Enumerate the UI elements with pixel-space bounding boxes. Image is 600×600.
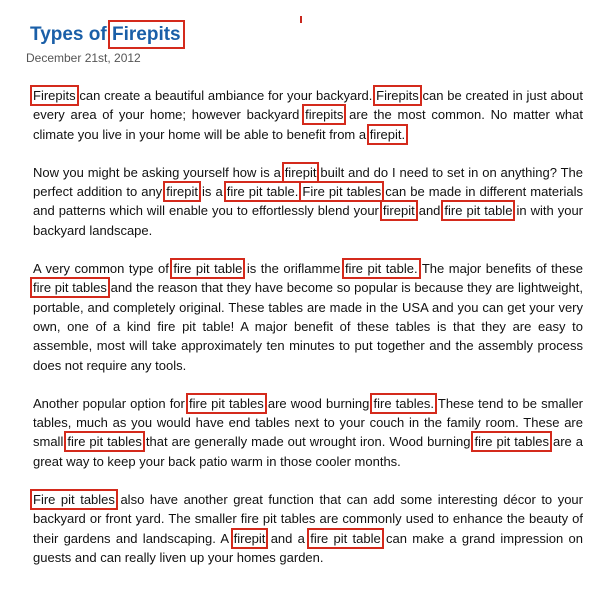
keyword-highlight: fire pit tables	[33, 280, 107, 296]
page-title	[30, 22, 181, 48]
keyword-highlight: firepit	[233, 530, 266, 546]
keyword-highlight: fire pit tables	[474, 434, 549, 450]
keyword-highlight: firepit.	[369, 126, 406, 142]
paragraph-text: are wood burning	[263, 395, 374, 411]
paragraph-text: The major benefits of these	[417, 261, 583, 277]
paragraph-text: can make a grand impression on guests and can really liven up your homes garden.	[33, 530, 583, 565]
paragraph-text: and a	[265, 530, 311, 546]
paragraph-text: are the most common. No matter what climate you live in your home will be able to benefit from a	[33, 107, 583, 142]
keyword-highlight: fire pit table.	[344, 261, 418, 277]
paragraph-text: and the reason that they have become so popular is because they are lightweight, portable, and completely original. These tables are made in the USA and you can get your very own, one of a kind fire pit table! A major benefit of these tables is that they are easy to assemble, most will take approximately ten minutes to put together and the assembly process does not require any tools.	[33, 280, 583, 373]
paragraph-text: can be made in different materials and patterns which will enable you to effortlessly blend your	[33, 184, 583, 219]
paragraph-text: can be created in just about every area of your home; however backyard	[33, 88, 583, 123]
stray-red-mark	[300, 16, 302, 23]
paragraph-text: Another popular option for	[33, 395, 189, 411]
keyword-highlight: firepits	[305, 107, 344, 123]
keyword-highlight: fire pit tables	[67, 434, 142, 450]
paragraph-text: These tend to be smaller tables, much as you would have end tables next to your couch in the family room. These are small	[33, 395, 584, 450]
post-date: December 21st, 2012	[26, 51, 141, 65]
keyword-highlight: fire pit table	[173, 261, 243, 277]
article-paragraph	[33, 259, 583, 375]
keyword-highlight: fire pit table	[310, 530, 381, 546]
article-paragraph	[33, 86, 583, 144]
keyword-highlight: fire pit table	[444, 203, 513, 219]
keyword-highlight: firepit	[284, 164, 317, 180]
keyword-highlight: Firepits	[33, 88, 76, 103]
paragraph-text: that are generally made out wrought iron. Wood burning	[141, 434, 475, 450]
keyword-highlight: Firepits	[376, 88, 419, 103]
paragraph-text: also have another great function that can add some interesting décor to your backyard or front yard. The smaller fire pit tables are commonly used to enhance the beauty of their gardens and landscaping. A	[33, 492, 583, 546]
article-paragraph	[33, 490, 583, 567]
article-paragraph	[33, 163, 583, 240]
paragraph-text: in with your backyard landscape.	[33, 203, 583, 238]
paragraph-text: Now you might be asking yourself how is a	[33, 164, 285, 180]
paragraph-text: and	[414, 203, 445, 219]
keyword-highlight: firepit	[382, 203, 415, 219]
paragraph-text: A very common type of	[33, 261, 174, 277]
paragraph-text: is a	[198, 184, 227, 200]
keyword-highlight: Fire pit tables	[33, 492, 115, 508]
keyword-highlight: fire pit tables	[189, 395, 264, 411]
keyword-highlight: Fire pit tables	[302, 184, 382, 200]
article-body	[33, 86, 583, 586]
paragraph-text: built and do I need to set in on anything? The perfect addition to any	[33, 164, 583, 200]
keyword-highlight: fire pit table.	[226, 184, 299, 200]
title-keyword-highlight: Firepits	[112, 24, 181, 45]
title-prefix: Types of	[30, 24, 112, 45]
keyword-highlight: fire tables.	[373, 395, 434, 411]
paragraph-text: is the oriflamme	[242, 261, 345, 277]
paragraph-text: are a great way to keep your back patio warm in those cooler months.	[33, 434, 584, 469]
paragraph-text: can create a beautiful ambiance for your backyard.	[75, 88, 377, 103]
keyword-highlight: firepit	[166, 184, 198, 200]
article-paragraph	[33, 394, 583, 471]
